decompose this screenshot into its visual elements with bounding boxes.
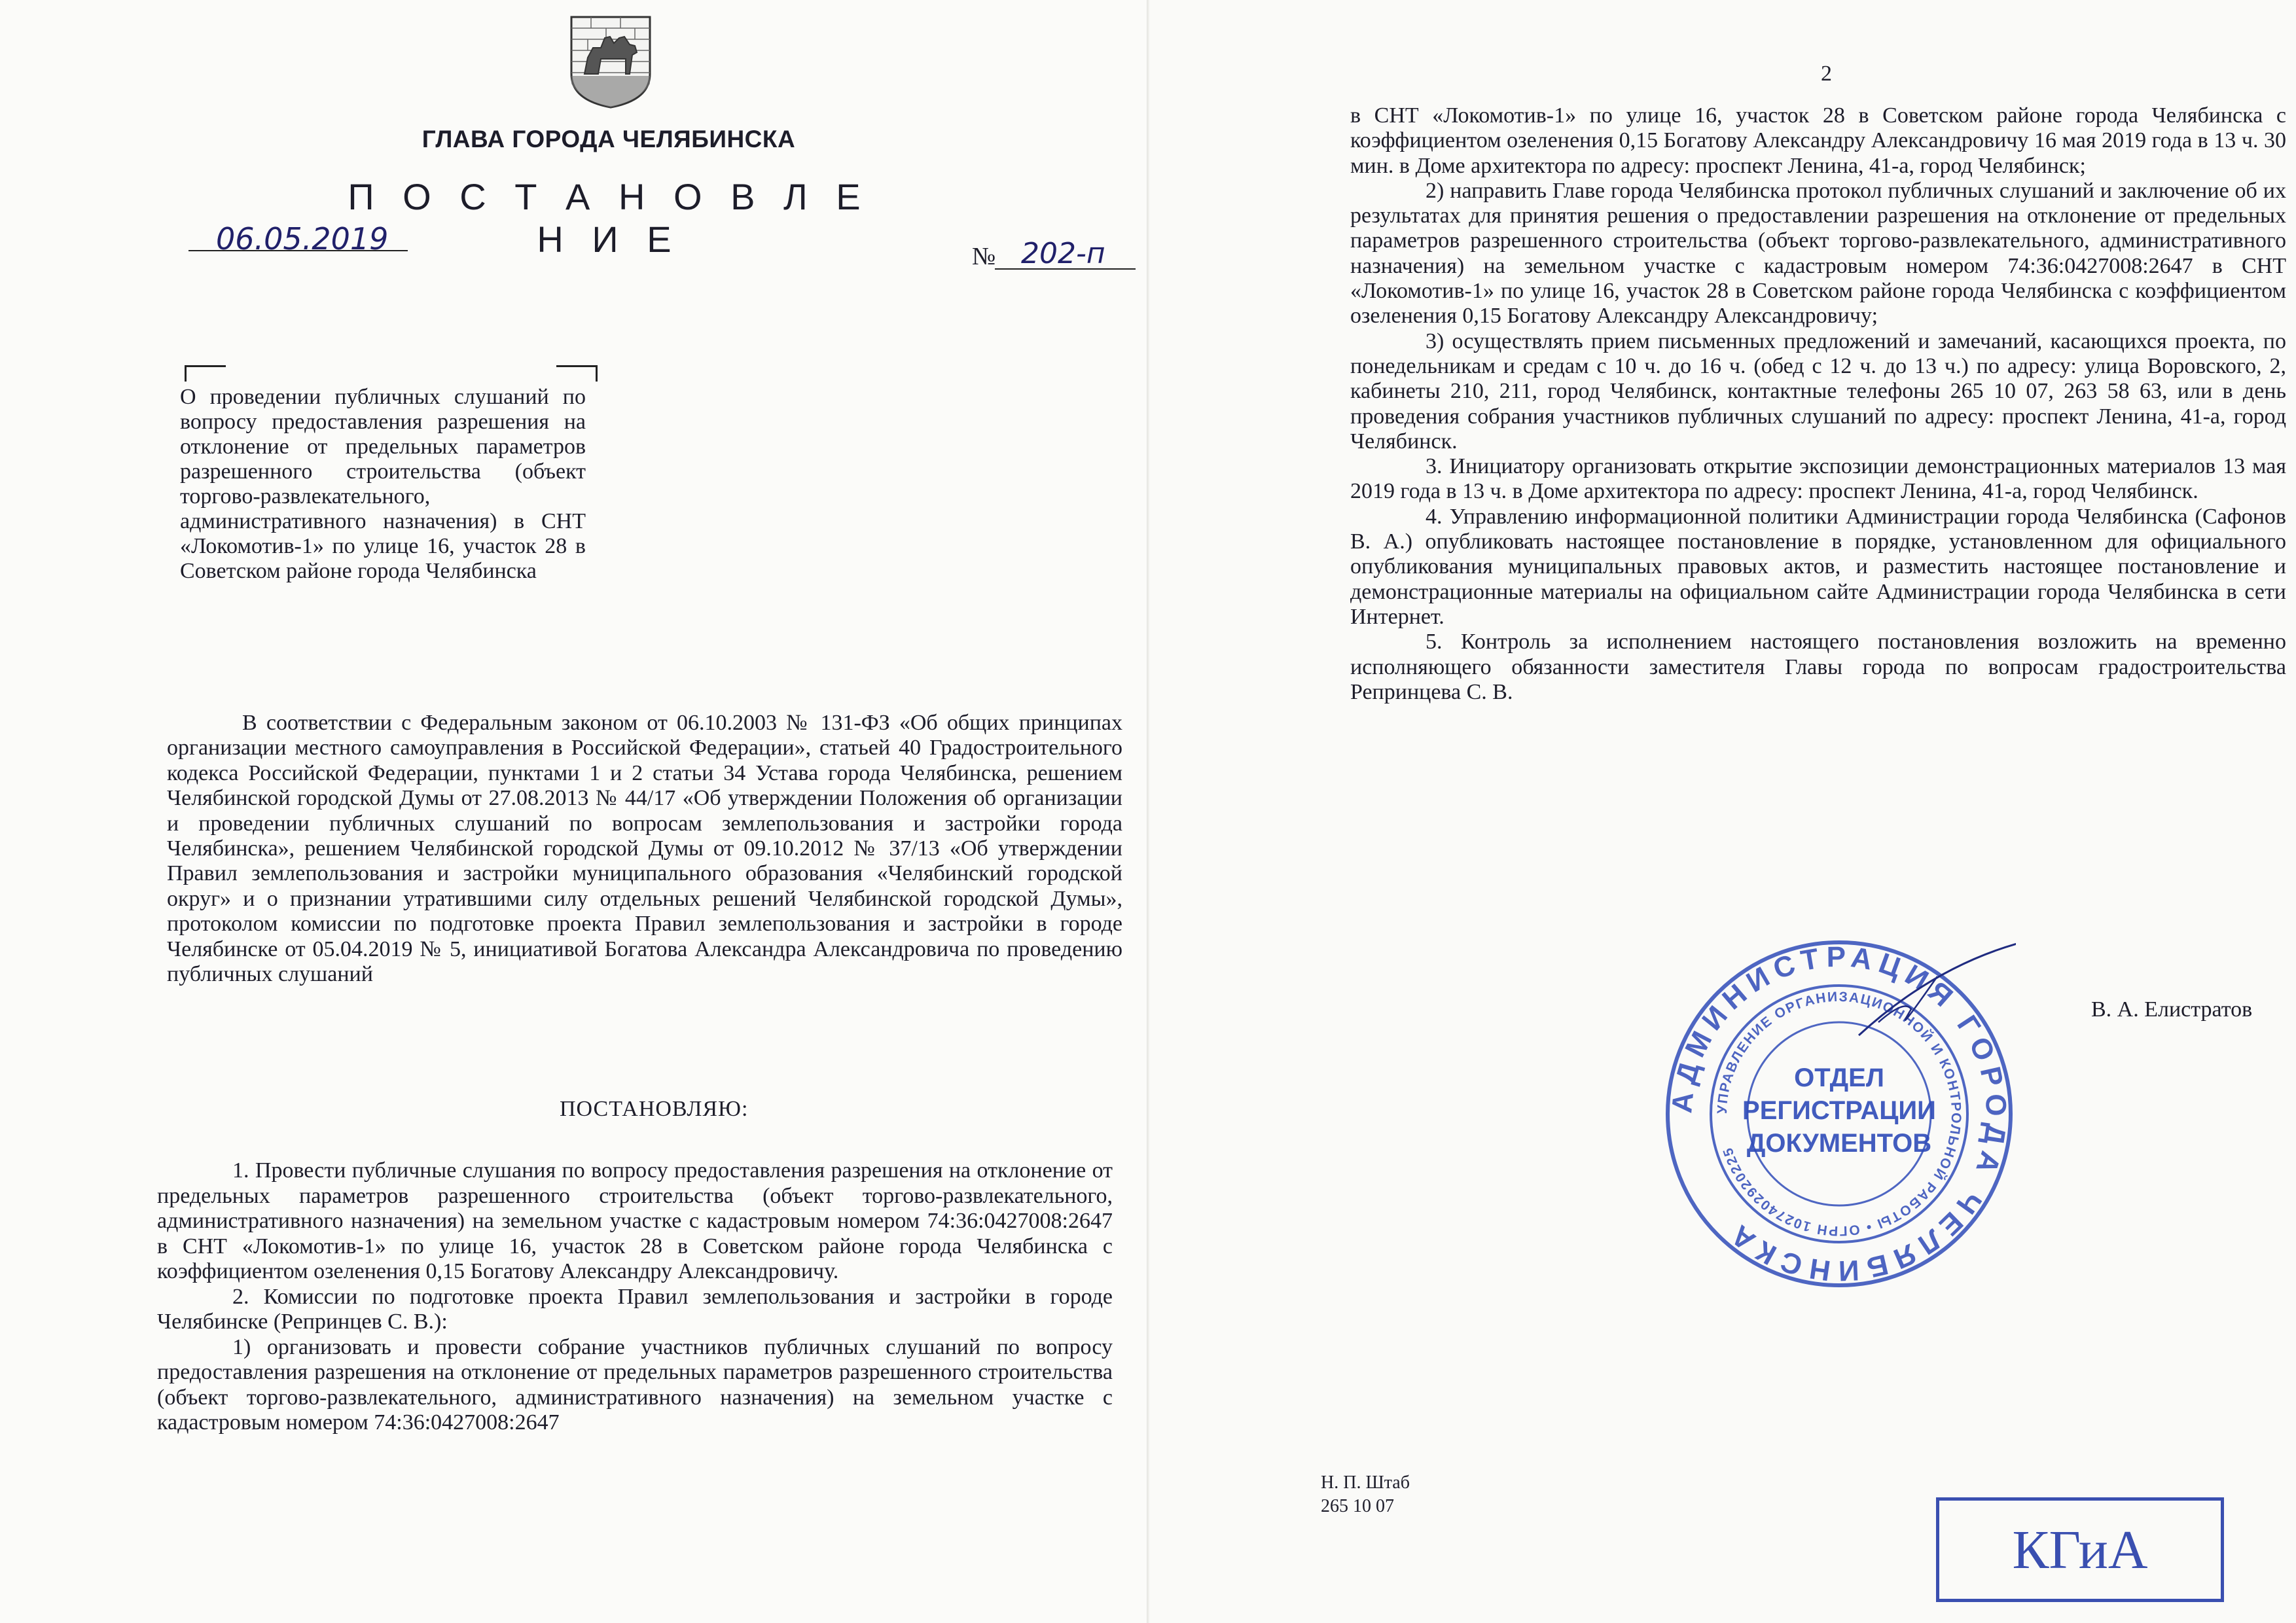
seal-center-line: ДОКУМЕНТОВ bbox=[1746, 1129, 1932, 1158]
preamble-text: В соответствии с Федеральным законом от 06.10.2003 № 131-ФЗ «Об общих принципах организации местного самоуправления в Российской Федерации», статьей 40 Градостроительного кодекса Российской Федерации, пунктами 1 и 2 статьи 34 Устава города Челябинска, решением Челябинской городской Думы от 27.08.2013 № 44/17 «Об утверждении Положения об организации и проведении публичных слушаний по вопросам землепользования и застройки города Челябинска», решением Челябинской городской Думы от 09.10.2012 № 37/13 «Об утверждении Правил землепользования и застройки муниципального образования «Челябинский городской округ» и о признании утратившими силу отдельных решений Челябинской городской Думы», протоколом комиссии по подготовке проекта Правил землепользования и застройки в городе Челябинске от 05.04.2019 № 5, инициативой Богатова Александра Александровича по проведению публичных слушаний bbox=[167, 711, 1122, 987]
page-fold bbox=[1147, 0, 1149, 1623]
item-paragraph: 2) направить Главе города Челябинска протокол публичных слушаний и заключение об их результатах для принятия решения о предоставлении разрешения на отклонение от предельных параметров разрешенного строительства (объект торгово-развлекательного, административного назначения) на земельном участке с кадастровым номером 74:36:0427008:2647 в СНТ «Локомотив-1» по улице 16, участок 28 в Советском районе города Челябинска с коэффициентом озеленения 0,15 Богатову Александру Александровичу; bbox=[1350, 178, 2286, 329]
document-date: 06.05.2019 bbox=[216, 221, 389, 257]
item-paragraph: 3. Инициатору организовать открытие экспозиции демонстрационных материалов 13 мая 2019 года в 13 ч. в Доме архитектора по адресу: проспект Ленина, 41-а, город Челябинск. bbox=[1350, 454, 2286, 504]
signatory-name: В. А. Елистратов bbox=[2091, 997, 2253, 1022]
preamble-block bbox=[167, 711, 1122, 987]
coat-of-arms-icon bbox=[562, 12, 660, 110]
document-number: 202-п bbox=[1021, 237, 1105, 270]
kgia-stamp-text: КГиА bbox=[2012, 1519, 2148, 1580]
items-left-block bbox=[157, 1158, 1113, 1436]
subject-block bbox=[180, 385, 586, 584]
decree-word: ПОСТАНОВЛЯЮ: bbox=[560, 1097, 749, 1121]
kgia-stamp bbox=[1936, 1497, 2224, 1602]
document-type-title: П О С Т А Н О В Л Е Н И Е bbox=[348, 176, 870, 260]
page-number: 2 bbox=[1821, 62, 1832, 86]
items-right-block bbox=[1350, 103, 2286, 705]
item-paragraph: 1. Провести публичные слушания по вопросу предоставления разрешения на отклонение от предельных параметров разрешенного строительства (объект торгово-развлекательного, административного назначения) на земельном участке с кадастровым номером 74:36:0427008:2647 в СНТ «Локомотив-1» по улице 16, участок 28 в Советском районе города Челябинска с коэффициентом озеленения 0,15 Богатову Александру Александровичу. bbox=[157, 1158, 1113, 1283]
subject-text: О проведении публичных слушаний по вопросу предоставления разрешения на отклонение от предельных параметров разрешенного строительства (объект торгово-развлекательного, административного назначения) в СНТ «Локомотив-1» по улице 16, участок 28 в Советском районе города Челябинска bbox=[180, 385, 586, 583]
subject-corner-left bbox=[185, 365, 226, 382]
item-paragraph: 3) осуществлять прием письменных предложений и замечаний, касающихся проекта, по понедельникам и средам с 10 ч. до 16 ч. (обед с 12 ч. до 13 ч.) по адресу: улица Воровского, 2, кабинеты 210, 211, город Челябинск, контактные телефоны 265 10 07, 263 58 63, или в день проведения собрания участников публичных слушаний по адресу: проспект Ленина, 41-а, город Челябинск. bbox=[1350, 329, 2286, 454]
number-sign: № bbox=[972, 243, 996, 270]
official-seal-icon bbox=[1662, 937, 2016, 1291]
seal-outer-text: АДМИНИСТРАЦИЯ ГОРОДА ЧЕЛЯБИНСКА bbox=[1666, 940, 2013, 1287]
subject-corner-right bbox=[556, 365, 598, 382]
item-paragraph: 2. Комиссии по подготовке проекта Правил землепользования и застройки в городе Челябинске (Репринцев С. В.): bbox=[157, 1284, 1113, 1334]
executor-name: Н. П. Штаб bbox=[1321, 1472, 1410, 1493]
item-paragraph: 4. Управлению информационной политики Администрации города Челябинска (Сафонов В. А.) опубликовать настоящее постановление в порядке, установленном для официального опубликования муниципальных правовых актов, и разместить настоящее постановление и демонстрационные материалы на официальном сайте Администрации города Челябинска в сети Интернет. bbox=[1350, 504, 2286, 629]
seal-center-line: ОТДЕЛ bbox=[1794, 1063, 1884, 1092]
executor-phone: 265 10 07 bbox=[1321, 1496, 1394, 1516]
item-paragraph: 1) организовать и провести собрание участников публичных слушаний по вопросу предоставления разрешения на отклонение от предельных параметров разрешенного строительства (объект торгово-развлекательного, административного назначения) на земельном участке с кадастровым номером 74:36:0427008:2647 bbox=[157, 1334, 1113, 1435]
executor-block bbox=[1321, 1471, 1410, 1518]
seal-inner-text: УПРАВЛЕНИЕ ОРГАНИЗАЦИОННОЙ И КОНТРОЛЬНОЙ РАБОТЫ • ОГРН 1027402920225 bbox=[1714, 989, 1964, 1239]
authority-title: ГЛАВА ГОРОДА ЧЕЛЯБИНСКА bbox=[422, 126, 796, 152]
item-paragraph: 5. Контроль за исполнением настоящего постановления возложить на временно исполняющего обязанности заместителя Главы города по вопросам градостроительства Репринцева С. В. bbox=[1350, 630, 2286, 704]
item-paragraph: в СНТ «Локомотив-1» по улице 16, участок 28 в Советском районе города Челябинска с коэффициентом озеленения 0,15 Богатову Александру Александровичу 16 мая 2019 года в 13 ч. 30 мин. в Доме архитектора по адресу: проспект Ленина, 41-а, город Челябинск; bbox=[1350, 103, 2286, 178]
seal-center-line: РЕГИСТРАЦИИ bbox=[1742, 1096, 1936, 1125]
